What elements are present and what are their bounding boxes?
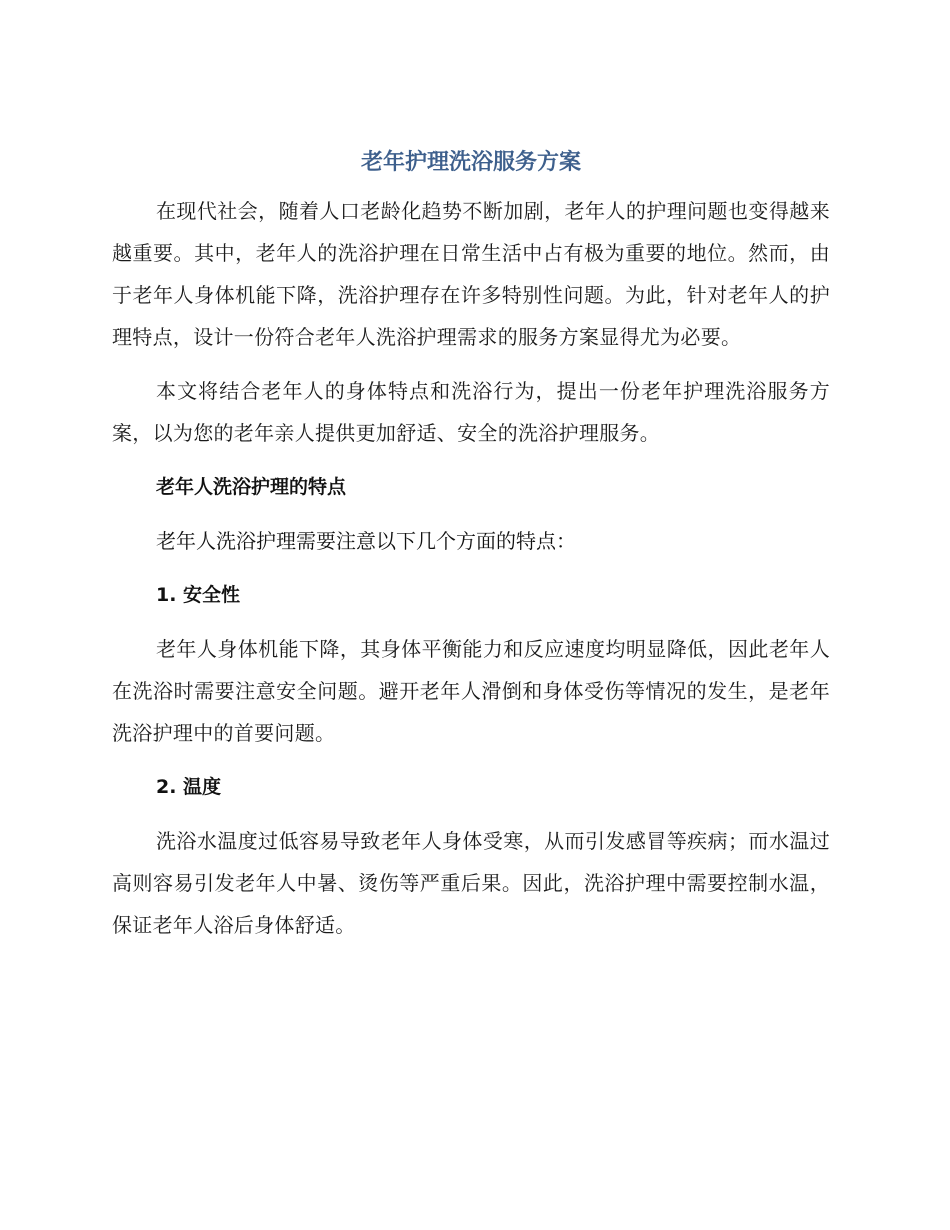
temperature-paragraph: 洗浴水温度过低容易导致老年人身体受寒，从而引发感冒等疾病；而水温过高则容易引发老年人中暑、烫伤等严重后果。因此，洗浴护理中需要控制水温，保证老年人浴后身体舒适。 — [112, 829, 830, 937]
document-page — [112, 146, 830, 958]
purpose-paragraph: 本文将结合老年人的身体特点和洗浴行为，提出一份老年护理洗浴服务方案，以为您的老年亲人提供更加舒适、安全的洗浴护理服务。 — [112, 379, 830, 445]
subheading-safety: 1. 安全性 — [156, 584, 241, 606]
safety-paragraph: 老年人身体机能下降，其身体平衡能力和反应速度均明显降低，因此老年人在洗浴时需要注意安全问题。避开老年人滑倒和身体受伤等情况的发生，是老年洗浴护理中的首要问题。 — [112, 637, 830, 745]
document-title: 老年护理洗浴服务方案 — [360, 150, 581, 175]
subheading-temperature: 2. 温度 — [156, 776, 222, 798]
intro-paragraph: 在现代社会，随着人口老龄化趋势不断加剧，老年人的护理问题也变得越来越重要。其中，老年人的洗浴护理在日常生活中占有极为重要的地位。然而，由于老年人身体机能下降，洗浴护理存在许多特别性问题。为此，针对老年人的护理特点，设计一份符合老年人洗浴护理需求的服务方案显得尤为必要。 — [112, 199, 830, 349]
section-heading-characteristics: 老年人洗浴护理的特点 — [156, 476, 347, 498]
characteristics-intro-line: 老年人洗浴护理需要注意以下几个方面的特点： — [156, 529, 576, 553]
